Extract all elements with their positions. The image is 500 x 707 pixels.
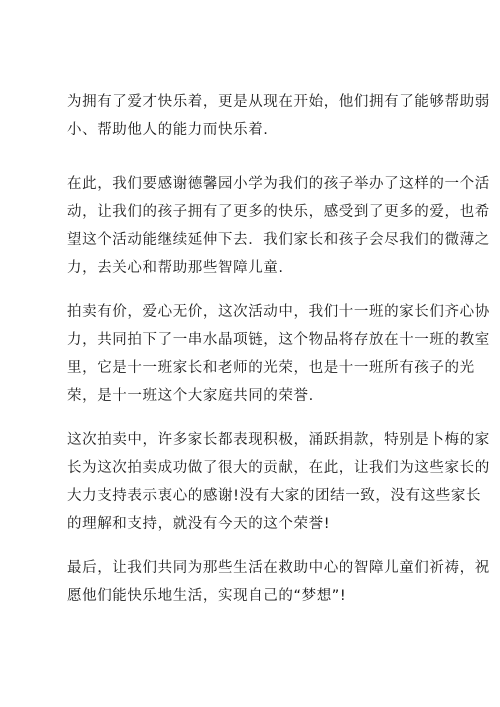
paragraph-4 [67,426,490,538]
paragraph-line: 的理解和支持，就没有今天的这个荣誉! [67,516,331,532]
paragraph-line: 小、帮助他人的能力而快乐着. [67,122,269,138]
paragraph-line: 力，去关心和帮助那些智障儿童. [67,260,284,276]
paragraph-5 [67,554,490,610]
paragraph-line: 动，让我们的孩子拥有了更多的快乐，感受到了更多的爱，也希 [67,204,490,220]
paragraph-line: 大力支持表示衷心的感谢!没有大家的团结一致，没有这些家长 [67,488,482,504]
paragraph-3 [67,298,490,410]
paragraph-line: 愿他们能快乐地生活，实现自己的“梦想”! [67,588,347,604]
paragraph-line: 最后，让我们共同为那些生活在救助中心的智障儿童们祈祷，祝 [67,560,490,576]
paragraph-line: 望这个活动能继续延伸下去．我们家长和孩子会尽我们的微薄之 [67,232,490,248]
paragraph-line: 荣，是十一班这个大家庭共同的荣誉. [67,388,314,404]
paragraph-line: 力，共同拍下了一串水晶项链，这个物品将存放在十一班的教室 [67,332,490,348]
paragraph-line: 在此，我们要感谢德馨园小学为我们的孩子举办了这样的一个活 [67,176,490,192]
paragraph-line: 里，它是十一班家长和老师的光荣，也是十一班所有孩子的光 [67,360,475,376]
paragraph-line: 拍卖有价，爱心无价，这次活动中，我们十一班的家长们齐心协 [67,304,490,320]
paragraph-line: 长为这次拍卖成功做了很大的贡献，在此，让我们为这些家长的 [67,460,490,476]
paragraph-2 [67,170,490,282]
paragraph-line: 为拥有了爱才快乐着，更是从现在开始，他们拥有了能够帮助弱 [67,94,490,110]
paragraph-line: 这次拍卖中，许多家长都表现积极，涌跃捐款，特别是卜梅的家 [67,432,490,448]
paragraph-1 [67,88,490,144]
